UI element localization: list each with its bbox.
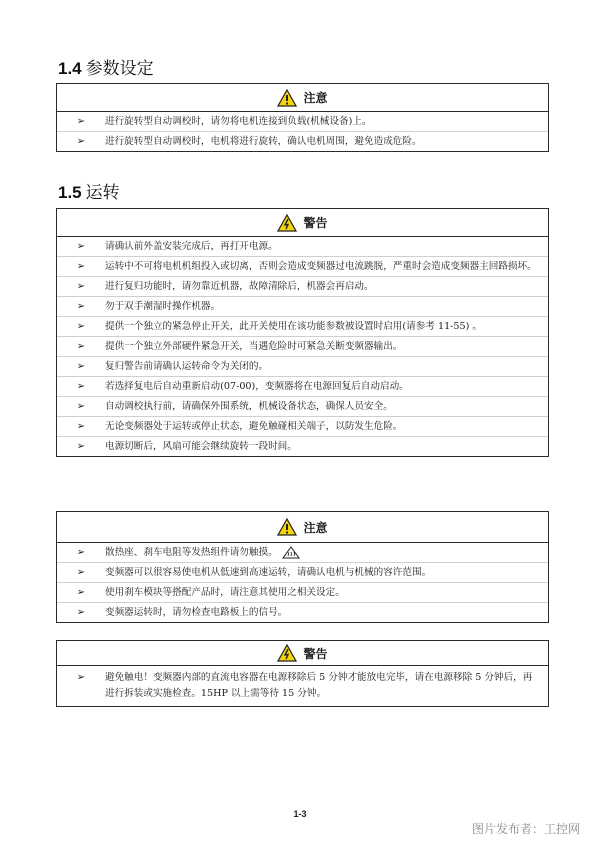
list-item: ➢ 请确认前外盖安装完成后，再打开电源。 (57, 237, 548, 257)
bullet-arrow-icon: ➢ (76, 321, 86, 332)
list-item: ➢ 散热座、刹车电阻等发热组件请勿触摸。 (57, 543, 548, 563)
list-item: ➢ 变频器可以很容易使电机从低速到高速运转，请确认电机与机械的容许范围。 (57, 563, 548, 583)
bullet-arrow-icon: ➢ (76, 361, 86, 372)
caution-icon (277, 518, 297, 536)
page-number: 1-3 (293, 809, 307, 819)
bullet-arrow-icon: ➢ (76, 587, 86, 598)
list-item: ➢ 进行复归功能时，请勿靠近机器，故障清除后，机器会再启动。 (57, 277, 548, 297)
bullet-arrow-icon: ➢ (76, 261, 86, 272)
box-header (57, 512, 548, 543)
caution-box-operation (56, 511, 549, 623)
bullet-arrow-icon: ➢ (76, 281, 86, 292)
list-item: ➢ 提供一个独立外部硬件紧急开关，当遇危险时可紧急关断变频器输出。 (57, 337, 548, 357)
box-title: 警告 (303, 216, 328, 230)
bullet-arrow-icon: ➢ (76, 607, 86, 618)
warning-box-discharge (56, 640, 549, 707)
bullet-arrow-icon: ➢ (76, 381, 86, 392)
list-item: ➢ 提供一个独立的紧急停止开关，此开关使用在该功能参数被设置时启用(请参考 11-55) 。 (57, 317, 548, 337)
bullet-arrow-icon: ➢ (76, 241, 86, 252)
electric-warning-icon (277, 214, 297, 232)
bullet-arrow-icon: ➢ (76, 547, 86, 558)
section-number: 1.5 (58, 183, 82, 202)
bullet-arrow-icon: ➢ (76, 672, 86, 683)
caution-icon (277, 89, 297, 107)
section-heading-1-5 (58, 178, 120, 203)
list-item: ➢ 进行旋转型自动调校时，电机将进行旋转，确认电机周围，避免造成危险。 (57, 132, 548, 151)
list-item: ➢ 勿于双手潮湿时操作机器。 (57, 297, 548, 317)
box-title: 警告 (303, 646, 328, 661)
bullet-arrow-icon: ➢ (76, 401, 86, 412)
bullet-arrow-icon: ➢ (76, 301, 86, 312)
box-header (57, 209, 548, 237)
bullet-arrow-icon: ➢ (76, 116, 86, 127)
bullet-arrow-icon: ➢ (76, 421, 86, 432)
section-title: 参数设定 (85, 59, 154, 79)
caution-box-parameter (56, 83, 549, 152)
section-title: 运转 (85, 183, 120, 203)
list-item: ➢ 避免触电！变频器内部的直流电容器在电源移除后 5 分钟才能放电完毕，请在电源移除 5 分钟后，再进行拆装或实施检查。15HP 以上需等待 15 分钟。 (57, 666, 548, 706)
list-item: ➢ 复归警告前请确认运转命令为关闭的。 (57, 357, 548, 377)
electric-warning-icon (277, 644, 297, 662)
list-item: ➢ 进行旋转型自动调校时，请勿将电机连接到负载(机械设备)上。 (57, 112, 548, 132)
list-item: ➢ 自动调校执行前，请确保外围系统，机械设备状态，确保人员安全。 (57, 397, 548, 417)
box-title: 注意 (303, 520, 328, 535)
watermark-text: 图片发布者：工控网 (471, 822, 580, 836)
list-item: ➢ 运转中不可将电机机组投入或切离，否则会造成变频器过电流跳脱，严重时会造成变频器主回路损坏。 (57, 257, 548, 277)
section-heading-1-4 (58, 54, 154, 79)
bullet-arrow-icon: ➢ (76, 567, 86, 578)
bullet-arrow-icon: ➢ (76, 136, 86, 147)
box-header (57, 641, 548, 666)
hot-surface-icon (282, 546, 300, 559)
box-title: 注意 (303, 91, 328, 105)
bullet-arrow-icon: ➢ (76, 341, 86, 352)
list-item: ➢ 变频器运转时，请勿检查电路板上的信号。 (57, 603, 548, 622)
list-item: ➢ 若选择复电后自动重新启动(07-00)，变频器将在电源回复后自动启动。 (57, 377, 548, 397)
list-item: ➢ 使用刹车模块等搭配产品时，请注意其使用之相关设定。 (57, 583, 548, 603)
list-item: ➢ 电源切断后，风扇可能会继续旋转一段时间。 (57, 437, 548, 456)
bullet-arrow-icon: ➢ (76, 441, 86, 452)
section-number: 1.4 (58, 59, 82, 78)
box-header (57, 84, 548, 112)
warning-box-operation (56, 208, 549, 457)
list-item: ➢ 无论变频器处于运转或停止状态，避免触碰相关端子，以防发生危险。 (57, 417, 548, 437)
